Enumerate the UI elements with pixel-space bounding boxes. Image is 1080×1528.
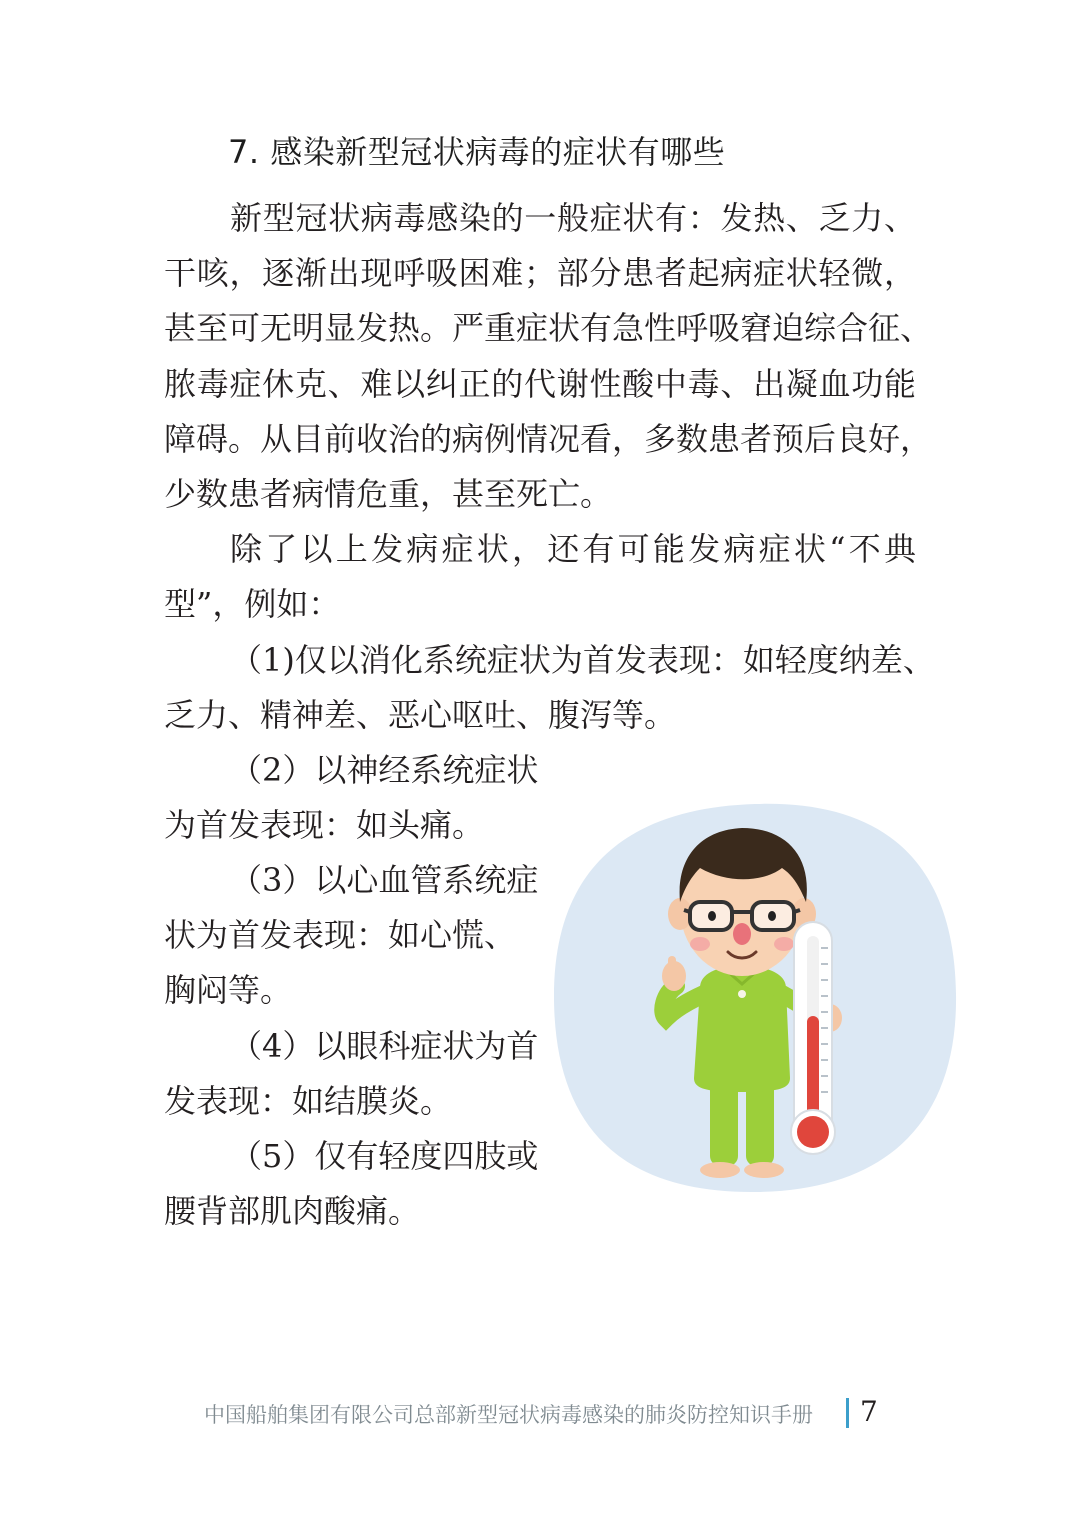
paragraph-line: 除了以上发病症状，还有可能发病症状“不典	[230, 530, 916, 568]
symptom-item-line: 腰背部肌肉酸痛。	[164, 1192, 421, 1230]
paragraph-line: 新型冠状病毒感染的一般症状有：发热、乏力、	[230, 199, 916, 237]
page-footer	[0, 1392, 1080, 1438]
symptom-item-line: （3）以心血管系统症	[230, 861, 539, 899]
footer-divider	[846, 1398, 849, 1428]
symptom-item-line: 为首发表现：如头痛。	[164, 806, 485, 844]
symptom-item-line: 发表现：如结膜炎。	[164, 1082, 453, 1120]
footer-title: 中国船舶集团有限公司总部新型冠状病毒感染的肺炎防控知识手册	[204, 1403, 813, 1427]
paragraph-line: 障碍。从目前收治的病例情况看，多数患者预后良好，	[164, 420, 933, 458]
symptom-item-line: （1)仅以消化系统症状为首发表现：如轻度纳差、	[230, 641, 935, 679]
symptom-item-line: 胸闷等。	[164, 971, 293, 1009]
page-number: 7	[860, 1395, 878, 1428]
paragraph-line: 甚至可无明显发热。严重症状有急性呼吸窘迫综合征、	[164, 309, 933, 347]
symptom-item-line: （5）仅有轻度四肢或	[230, 1137, 539, 1175]
section-heading: 7. 感染新型冠状病毒的症状有哪些	[228, 133, 726, 171]
paragraph-line: 干咳，逐渐出现呼吸困难；部分患者起病症状轻微，	[164, 254, 916, 292]
symptom-item-line: （2）以神经系统症状	[230, 751, 539, 789]
symptom-item-line: （4）以眼科症状为首	[230, 1027, 539, 1065]
paragraph-line: 少数患者病情危重，甚至死亡。	[164, 475, 613, 513]
paragraph-line: 脓毒症休克、难以纠正的代谢性酸中毒、出凝血功能	[164, 365, 916, 403]
symptom-item-line: 乏力、精神差、恶心呕吐、腹泻等。	[164, 696, 677, 734]
boy-with-thermometer-icon	[550, 798, 960, 1196]
symptom-item-line: 状为首发表现：如心慌、	[164, 916, 517, 954]
paragraph-line: 型”，例如：	[164, 585, 341, 623]
